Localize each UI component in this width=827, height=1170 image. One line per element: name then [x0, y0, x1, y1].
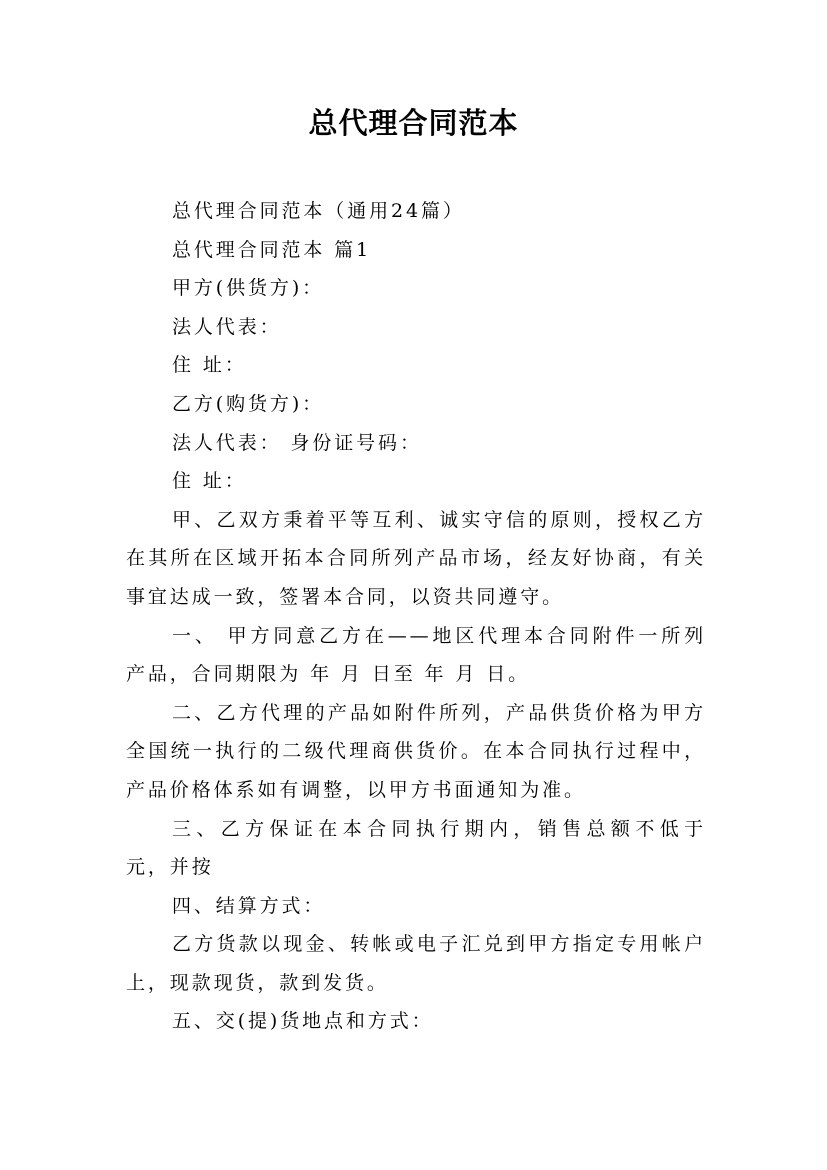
clause-2-paragraph: 二、乙方代理的产品如附件所列，产品供货价格为甲方全国统一执行的二级代理商供货价。在本合同执行过程中，产品价格体系如有调整，以甲方书面通知为准。 [126, 701, 706, 801]
clause-5-heading: 五、交(提)货地点和方式： [172, 1010, 434, 1033]
document-title: 总代理合同范本 [308, 106, 519, 140]
intro-paragraph: 甲、乙双方秉着平等互利、诚实守信的原则，授权乙方在其所在区域开拓本合同所列产品市场，经友好协商，有关事宜达成一致，签署本合同，以资共同遵守。 [126, 508, 706, 608]
party-a-address: 住 址： [172, 354, 247, 377]
party-a-label: 甲方(供货方)： [172, 277, 325, 300]
party-b-label: 乙方(购货方)： [172, 392, 325, 415]
clause-4-heading: 四、结算方式： [172, 894, 326, 917]
party-b-representative: 法人代表： 身份证号码： [172, 431, 422, 454]
clause-3-paragraph: 三、乙方保证在本合同执行期内，销售总额不低于 元，并按 [126, 817, 706, 879]
party-a-representative: 法人代表： [172, 315, 282, 338]
section-heading: 总代理合同范本 篇1 [172, 238, 372, 261]
clause-4-body: 乙方货款以现金、转帐或电子汇兑到甲方指定专用帐户上，现款现货，款到发货。 [126, 933, 706, 994]
party-b-address: 住 址： [172, 470, 247, 493]
document-subtitle: 总代理合同范本（通用24篇） [172, 200, 465, 222]
document-body [126, 192, 706, 1041]
clause-1-paragraph: 一、 甲方同意乙方在——地区代理本合同附件一所列产品，合同期限为 年 月 日至 年 月 日。 [126, 624, 706, 686]
